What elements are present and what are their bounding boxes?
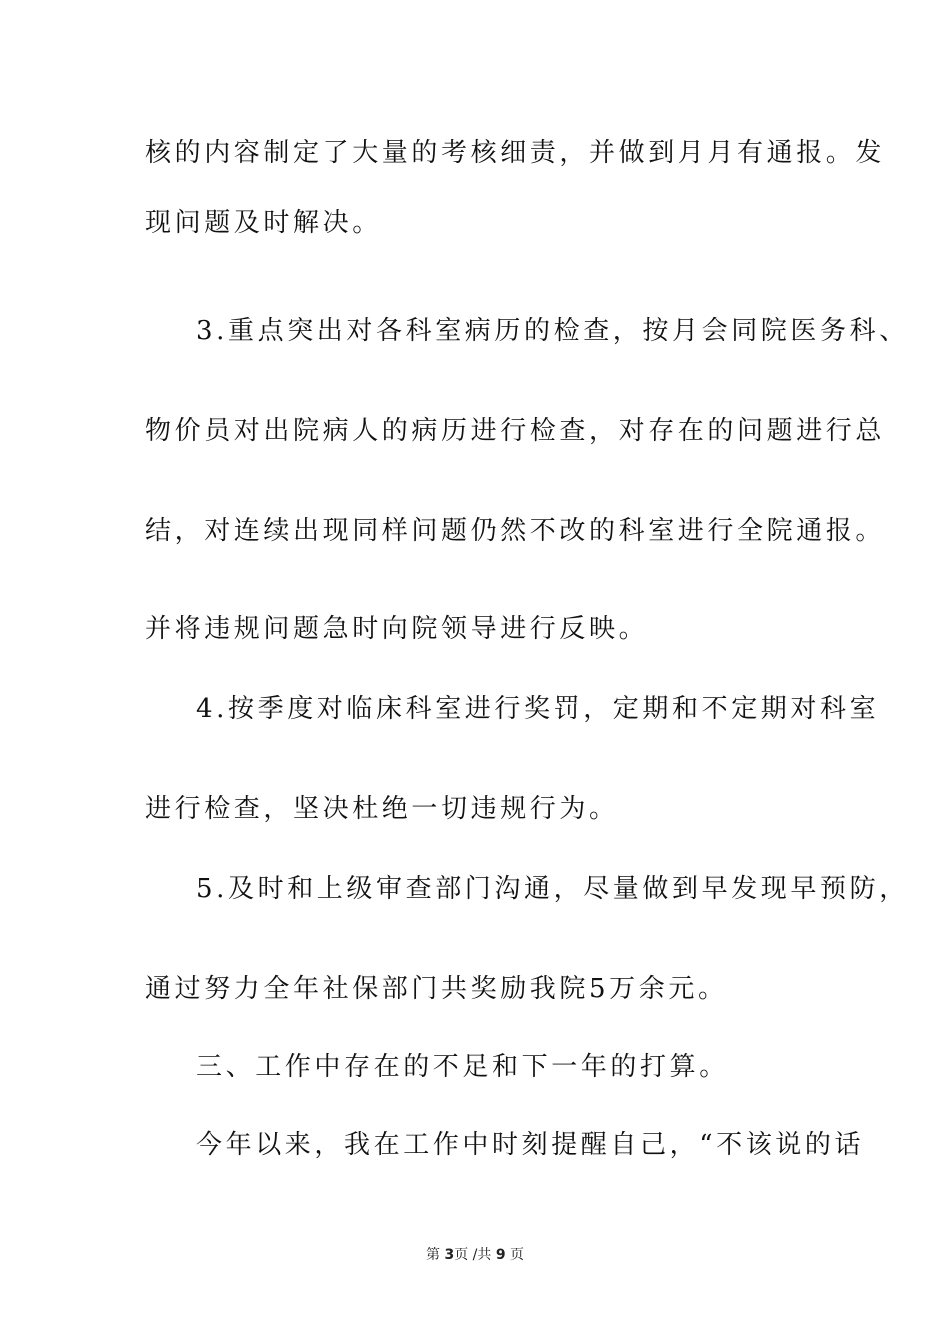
footer-total-pages: 9 — [495, 1247, 506, 1263]
footer-suffix: 页 — [510, 1247, 525, 1263]
page-number-footer — [0, 1244, 950, 1264]
text-line-2: 现问题及时解决。 — [145, 208, 382, 238]
text-line-7: 4.按季度对临床科室进行奖罚，定期和不定期对科室 — [196, 694, 880, 724]
text-line-11: 三、工作中存在的不足和下一年的打算。 — [196, 1052, 729, 1082]
text-line-12: 今年以来，我在工作中时刻提醒自己，“不该说的话 — [196, 1130, 865, 1160]
text-line-5: 结，对连续出现同样问题仍然不改的科室进行全院通报。 — [145, 516, 886, 546]
text-line-9: 5.及时和上级审查部门沟通，尽量做到早发现早预防， — [196, 874, 909, 904]
text-line-10: 通过努力全年社保部门共奖励我院5万余元。 — [145, 974, 728, 1004]
text-line-3: 3.重点突出对各科室病历的检查，按月会同院医务科、 — [196, 316, 909, 346]
text-line-1: 核的内容制定了大量的考核细责，并做到月月有通报。发 — [145, 138, 886, 168]
text-line-4: 物价员对出院病人的病历进行检查，对存在的问题进行总 — [145, 416, 886, 446]
footer-middle: 页 /共 — [454, 1247, 492, 1263]
text-line-6: 并将违规问题急时向院领导进行反映。 — [145, 614, 649, 644]
text-line-8: 进行检查，坚决杜绝一切违规行为。 — [145, 794, 619, 824]
footer-prefix: 第 — [425, 1247, 440, 1263]
footer-current-page: 3 — [444, 1247, 455, 1263]
